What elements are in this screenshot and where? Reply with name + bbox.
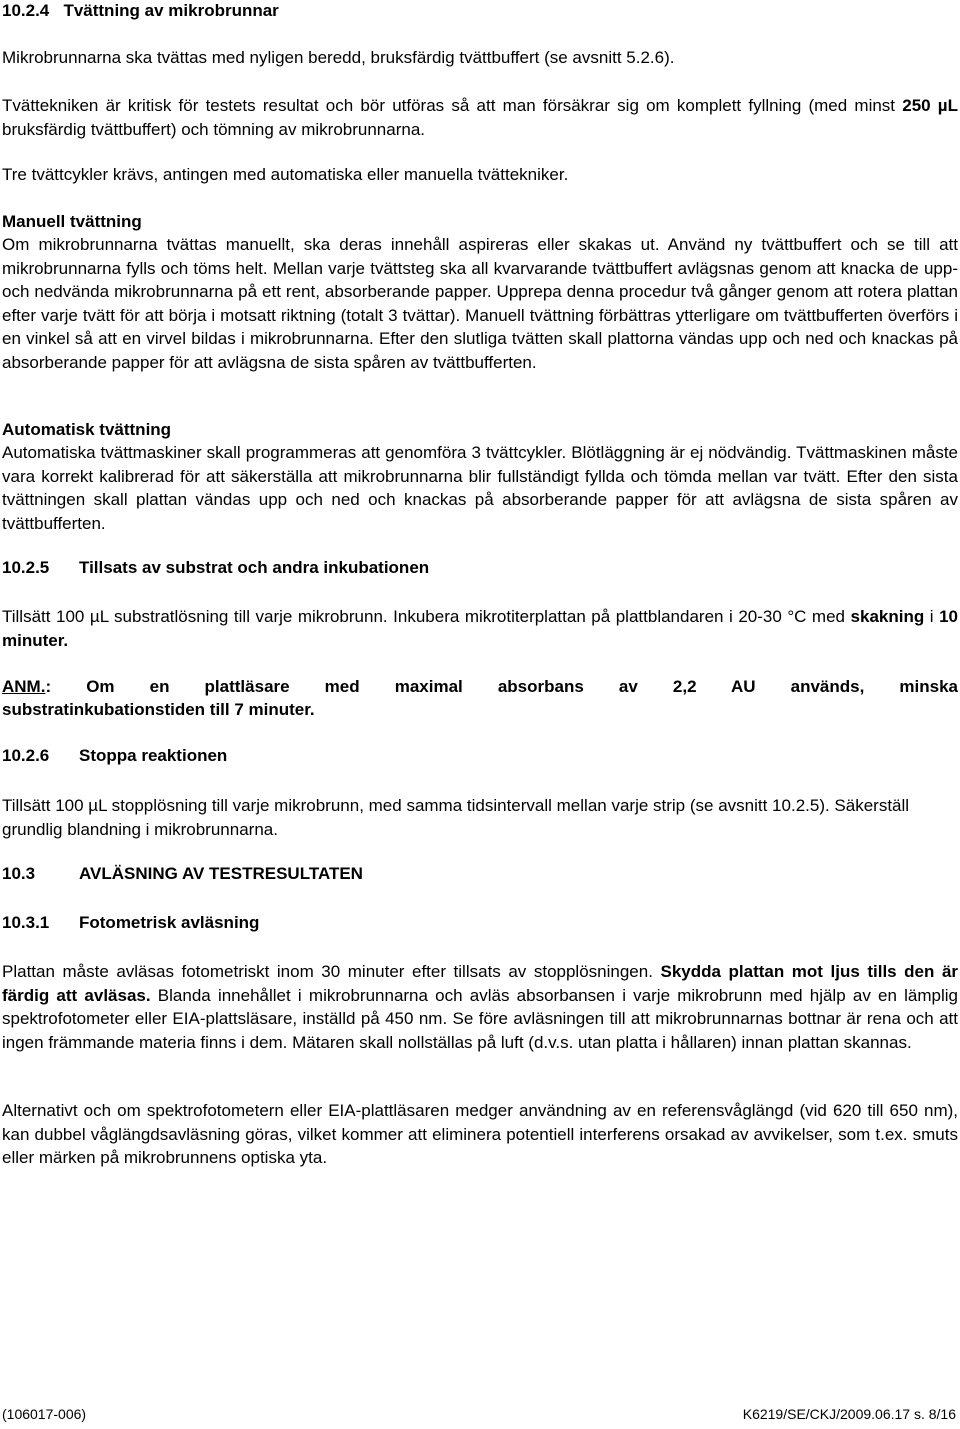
section-number: 10.2.5 [2, 558, 50, 577]
footer-document-code: (106017-006) [2, 1406, 87, 1422]
section-heading-10-3 [2, 862, 363, 886]
section-number: 10.3.1 [2, 913, 50, 932]
section-number: 10.2.6 [2, 746, 50, 765]
section-heading-10-2-4 [2, 0, 279, 23]
subheading-automatic: Automatisk tvättning [2, 420, 172, 439]
section-heading-10-3-1 [2, 911, 259, 935]
paragraph-intro: Mikrobrunnarna ska tvättas med nyligen beredd, bruksfärdig tvättbuffert (se avsnitt 5.2.6). [2, 48, 675, 67]
section-title: Stoppa reaktionen [79, 746, 228, 765]
paragraph-photometric: Plattan måste avläsas fotometriskt inom 30 minuter efter tillsats av stopplösningen. Skydda plattan mot ljus tills den är färdig att avläsas. Blanda innehållet i mikrobrunnarna och avläs absorbansen i varje mikrobrunn med hjälp av en lämplig spektrofotometer eller EIA-plattsläsare, inställd på 450 nm. Se före avläsningen till att mikrobrunnarnas bottnar är rena och att ingen främmande materia finns i dem. Mätaren skall nollställas på luft (d.v.s. utan platta i hållaren) innan plattan skannas. [2, 962, 959, 1052]
note-line-1: ANM.: Om en plattläsare med maximal absorbans av 2,2 AU används, minska [2, 677, 958, 696]
section-title: AVLÄSNING AV TESTRESULTATEN [79, 864, 363, 883]
paragraph-substrate: Tillsätt 100 µL substratlösning till varje mikrobrunn. Inkubera mikrotiterplattan på plattblandaren i 20-30 °C med skakning i 10 minuter. [2, 607, 958, 650]
section-number: 10.3 [2, 864, 36, 883]
paragraph-cycles: Tre tvättcykler krävs, antingen med automatiska eller manuella tvättekniker. [2, 165, 569, 184]
section-title: Fotometrisk avläsning [79, 913, 260, 932]
section-title: Tillsats av substrat och andra inkubationen [79, 558, 430, 577]
subheading-manual: Manuell tvättning [2, 212, 142, 231]
section-number: 10.2.4 [2, 1, 50, 20]
paragraph-automatic: Automatiska tvättmaskiner skall programmeras att genomföra 3 tvättcykler. Blötläggning är ej nödvändig. Tvättmaskinen måste vara korrekt kalibrerad för att säkerställa att mikrobrunnarna blir fullständigt fyllda och tömda mellan var tvätt. Efter den sista tvättningen skall plattan vändas upp och ned och knackas på absorberande papper för att avlägsna de sista spåren av tvättbufferten. [2, 443, 958, 533]
paragraph-manual: Om mikrobrunnarna tvättas manuellt, ska deras innehåll aspireras eller skakas ut. Använd ny tvättbuffert och se till att mikrobrunnarna fylls och töms helt. Mellan varje tvättsteg ska all kvarvarande tvättbuffert avlägsnas genom att knacka de upp- och nedvända mikrobrunnarna på ett rent, absorberande papper. Upprepa denna procedur två gånger genom att rotera plattan efter varje tvätt för att börja i motsatt riktning (totalt 3 tvättar). Manuell tvättning förbättras ytterligare om tvättbufferten överförs i en vinkel så att en virvel bildas i mikrobrunnarna. Efter den slutliga tvätten skall plattorna vändas upp och ned och knackas på absorberande papper för att avlägsna de sista spåren av tvättbufferten. [2, 235, 958, 372]
paragraph-stop: Tillsätt 100 µL stopplösning till varje mikrobrunn, med samma tidsintervall mellan varje strip (se avsnitt 10.2.5). Säkerställ grundlig blandning i mikrobrunnarna. [2, 796, 910, 839]
section-heading-10-2-6 [2, 744, 227, 768]
footer-page-reference: K6219/SE/CKJ/2009.06.17 s. 8/16 [742, 1406, 956, 1422]
note-line-2: substratinkubationstiden till 7 minuter. [2, 700, 315, 719]
paragraph-alternative: Alternativt och om spektrofotometern eller EIA-plattläsaren medger användning av en referensvåglängd (vid 620 till 650 nm), kan dubbel våglängdsavläsning göras, vilket kommer att eliminera potentiell interferens orsakad av avvikelser, som t.ex. smuts eller märken på mikrobrunnens optiska yta. [2, 1101, 958, 1167]
note-label: ANM. [2, 677, 46, 696]
paragraph-technique: Tvättekniken är kritisk för testets resultat och bör utföras så att man försäkrar sig om komplett fyllning (med minst 250 µL bruksfärdig tvättbuffert) och tömning av mikrobrunnarna. [2, 96, 958, 139]
section-heading-10-2-5 [2, 556, 429, 580]
section-title: Tvättning av mikrobrunnar [63, 1, 279, 20]
